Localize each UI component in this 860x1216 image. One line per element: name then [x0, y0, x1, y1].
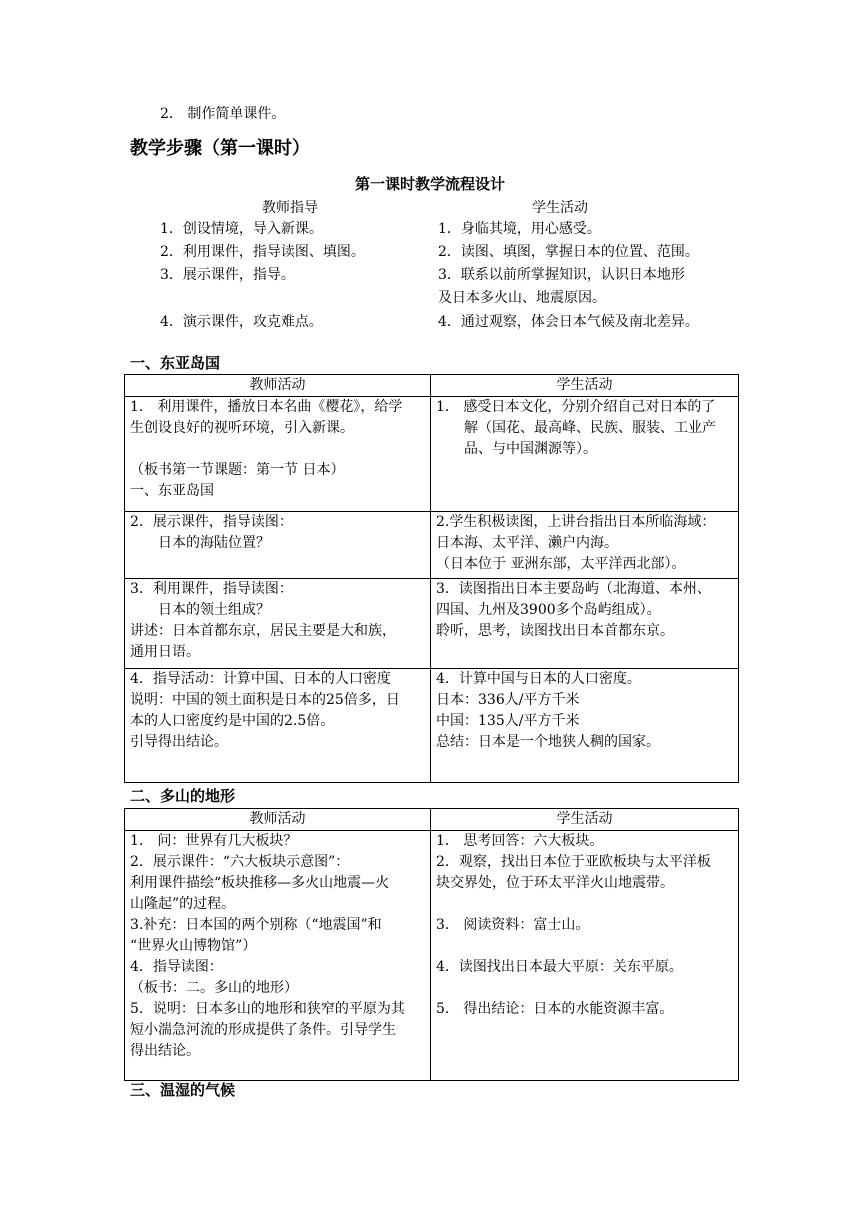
- table-row: [125, 512, 739, 579]
- column-header-teacher: 教师活动: [125, 375, 431, 397]
- student-cell: 4．计算中国与日本的人口密度。 日本：336人/平方千米 中国：135人/平方千米 总结：日本是一个地狭人稠的国家。: [431, 669, 739, 783]
- table-row: [125, 669, 739, 783]
- column-header-student: 学生活动: [431, 809, 739, 831]
- flow-teacher-step: 3．展示课件，指导。: [160, 267, 295, 283]
- steps-heading: 教学步骤（第一课时）: [130, 138, 310, 159]
- flow-student-step: 3．联系以前所掌握知识，认识日本地形: [438, 267, 685, 283]
- table-row: [125, 397, 739, 512]
- flow-teacher-step: 2．利用课件，指导读图、填图。: [160, 244, 365, 260]
- section2-table: [124, 808, 739, 1081]
- flow-student-step: 1．身临其境，用心感受。: [438, 221, 601, 237]
- teacher-cell: 2．展示课件，指导读图： 日本的海陆位置？: [125, 512, 431, 579]
- table-row: [125, 579, 739, 669]
- student-cell: 2.学生积极读图，上讲台指出日本所临海域： 日本海、太平洋、濑户内海。 （日本位于 亚洲东部，太平洋西北部）。: [431, 512, 739, 579]
- section1-table: [124, 374, 739, 783]
- flow-student-step: 2．读图、填图，掌握日本的位置、范围。: [438, 244, 699, 260]
- table-header-row: [125, 809, 739, 831]
- teacher-cell: 1． 利用课件，播放日本名曲《樱花》，给学 生创设良好的视听环境，引入新课。 （板书第一节课题：第一节 日本） 一、东亚岛国: [125, 397, 431, 512]
- teacher-cell: 1． 问：世界有几大板块？ 2．展示课件：“六大板块示意图”： 利用课件描绘“板块推移—多火山地震—火 山隆起”的过程。 3.补充：日本国的两个别称（“地震国”和 “世界火山博物馆”） 4．指导读图： （板书：二。多山的地形） 5．说明：日本多山的地形和狭窄的平原为其 短小湍急河流的形成提供了条件。引导学生 得出结论。: [125, 831, 431, 1081]
- flow-student-step: 及日本多火山、地震原因。: [438, 290, 606, 306]
- table-row: [125, 831, 739, 1081]
- flow-teacher-header: 教师指导: [262, 200, 318, 216]
- flow-student-step: 4．通过观察，体会日本气候及南北差异。: [438, 314, 699, 330]
- flow-teacher-step: 4．演示课件，攻克难点。: [160, 314, 323, 330]
- teacher-cell: 4．指导活动：计算中国、日本的人口密度 说明：中国的领土面积是日本的25倍多，日 本的人口密度约是中国的2.5倍。 引导得出结论。: [125, 669, 431, 783]
- student-cell: 1． 感受日本文化，分别介绍自己对日本的了 解（国花、最高峰、民族、服装、工业产 品、与中国渊源等）。: [431, 397, 739, 512]
- section3-heading: 三、温湿的气候: [130, 1081, 236, 1099]
- student-cell: 1． 思考回答：六大板块。 2．观察，找出日本位于亚欧板块与太平洋板 块交界处，位于环太平洋火山地震带。 3． 阅读资料：富士山。 4．读图找出日本最大平原：关东平原。 5． 得出结论：日本的水能资源丰富。: [431, 831, 739, 1081]
- section2-heading: 二、多山的地形: [130, 787, 236, 805]
- flow-teacher-step: 1．创设情境，导入新课。: [160, 221, 323, 237]
- teacher-cell: 3．利用课件，指导读图： 日本的领土组成？ 讲述：日本首都东京，居民主要是大和族， 通用日语。: [125, 579, 431, 669]
- student-cell: 3．读图指出日本主要岛屿（北海道、本州、 四国、九州及3900多个岛屿组成）。 聆听，思考，读图找出日本首都东京。: [431, 579, 739, 669]
- section1-heading: 一、东亚岛国: [130, 354, 221, 372]
- flow-title: 第一课时教学流程设计: [354, 175, 505, 193]
- table-header-row: [125, 375, 739, 397]
- flow-student-header: 学生活动: [532, 200, 588, 216]
- top-list-item: 2． 制作简单课件。: [160, 106, 286, 122]
- column-header-student: 学生活动: [431, 375, 739, 397]
- column-header-teacher: 教师活动: [125, 809, 431, 831]
